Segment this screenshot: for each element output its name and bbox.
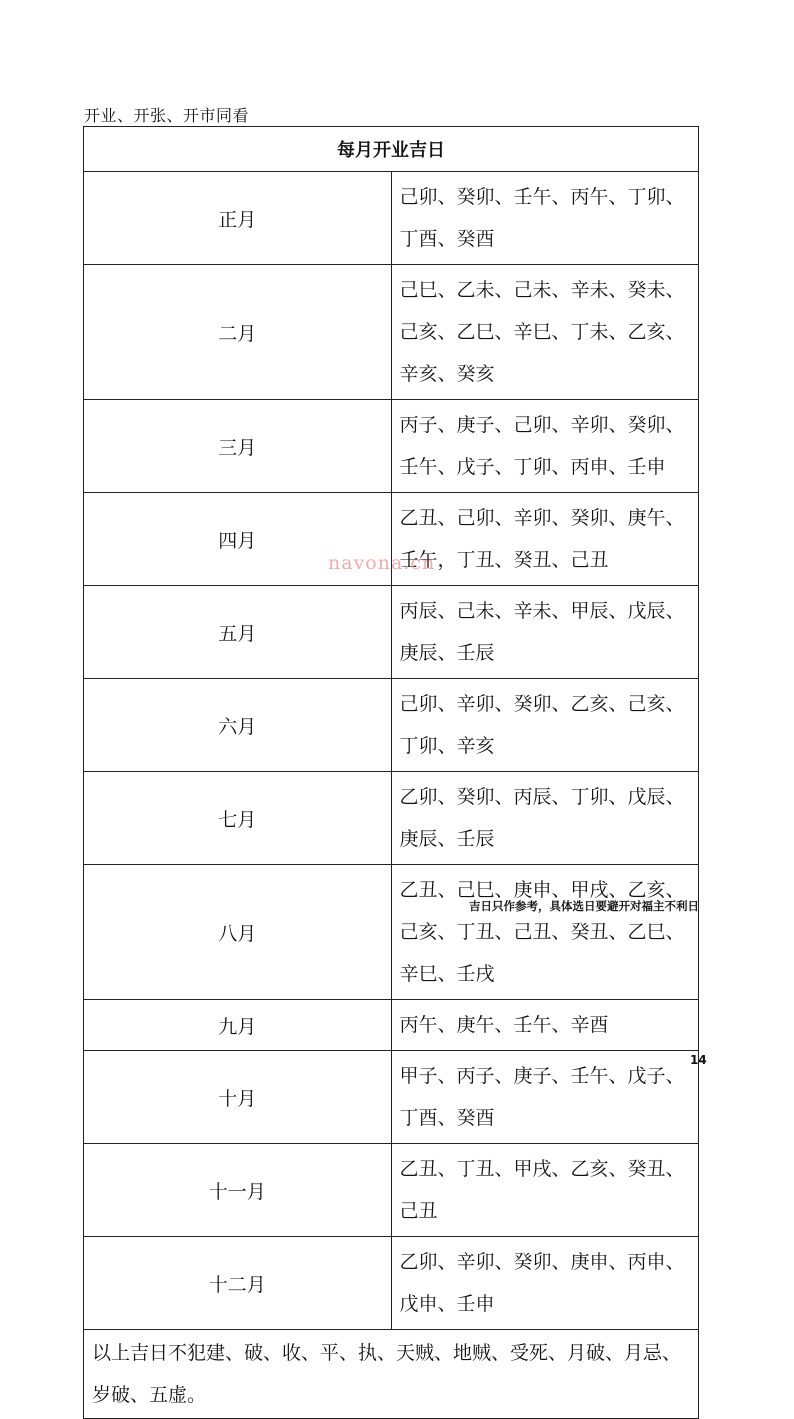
month-cell: 八月 — [84, 865, 392, 1000]
month-cell: 二月 — [84, 265, 392, 400]
days-cell: 己巳、乙未、己未、辛未、癸未、己亥、乙巳、辛巳、丁未、乙亥、辛亥、癸亥 — [391, 265, 699, 400]
month-cell: 十月 — [84, 1051, 392, 1144]
days-cell: 己卯、辛卯、癸卯、乙亥、己亥、丁卯、辛亥 — [391, 679, 699, 772]
days-cell: 己卯、癸卯、壬午、丙午、丁卯、丁酉、癸酉 — [391, 172, 699, 265]
month-cell: 十一月 — [84, 1144, 392, 1237]
month-cell: 九月 — [84, 1000, 392, 1051]
table-row — [84, 1051, 699, 1144]
days-cell: 乙卯、癸卯、丙辰、丁卯、戊辰、庚辰、壬辰 — [391, 772, 699, 865]
table-title: 每月开业吉日 — [84, 127, 699, 172]
month-cell: 七月 — [84, 772, 392, 865]
table-row — [84, 400, 699, 493]
month-cell: 三月 — [84, 400, 392, 493]
table-title-row — [84, 127, 699, 172]
table-note: 以上吉日不犯建、破、收、平、执、天贼、地贼、受死、月破、月忌、岁破、五虚。 — [84, 1330, 699, 1419]
table-row — [84, 865, 699, 1000]
auspicious-days-table-container — [83, 126, 699, 1419]
table-row — [84, 265, 699, 400]
auspicious-days-table — [83, 126, 699, 1419]
month-cell: 四月 — [84, 493, 392, 586]
table-row — [84, 1144, 699, 1237]
days-cell: 丙子、庚子、己卯、辛卯、癸卯、壬午、戊子、丁卯、丙申、壬申 — [391, 400, 699, 493]
days-cell: 丙辰、己未、辛未、甲辰、戊辰、庚辰、壬辰 — [391, 586, 699, 679]
table-row — [84, 586, 699, 679]
page-number: 14 — [690, 1053, 707, 1067]
days-cell: 丙午、庚午、壬午、辛酉 — [391, 1000, 699, 1051]
month-cell: 五月 — [84, 586, 392, 679]
table-row — [84, 1237, 699, 1330]
watermark: navona.cn — [328, 552, 436, 574]
days-cell: 乙卯、辛卯、癸卯、庚申、丙申、戊申、壬申 — [391, 1237, 699, 1330]
days-cell: 乙丑、己卯、辛卯、癸卯、庚午、壬午，丁丑、癸丑、己丑 — [391, 493, 699, 586]
table-row — [84, 172, 699, 265]
month-cell: 六月 — [84, 679, 392, 772]
section-heading: 开业、开张、开市同看 — [84, 106, 250, 125]
note-row — [84, 1330, 699, 1419]
table-row — [84, 772, 699, 865]
footnote: 吉日只作参考，具体选日要避开对福主不利日 — [469, 899, 699, 913]
days-cell: 乙丑、丁丑、甲戌、乙亥、癸丑、己丑 — [391, 1144, 699, 1237]
days-cell: 甲子、丙子、庚子、壬午、戊子、丁酉、癸酉 — [391, 1051, 699, 1144]
month-cell: 正月 — [84, 172, 392, 265]
table-row — [84, 679, 699, 772]
days-cell: 乙丑、己巳、庚申、甲戌、乙亥、己亥、丁丑、己丑、癸丑、乙巳、辛巳、壬戌 — [391, 865, 699, 1000]
table-row — [84, 1000, 699, 1051]
month-cell: 十二月 — [84, 1237, 392, 1330]
